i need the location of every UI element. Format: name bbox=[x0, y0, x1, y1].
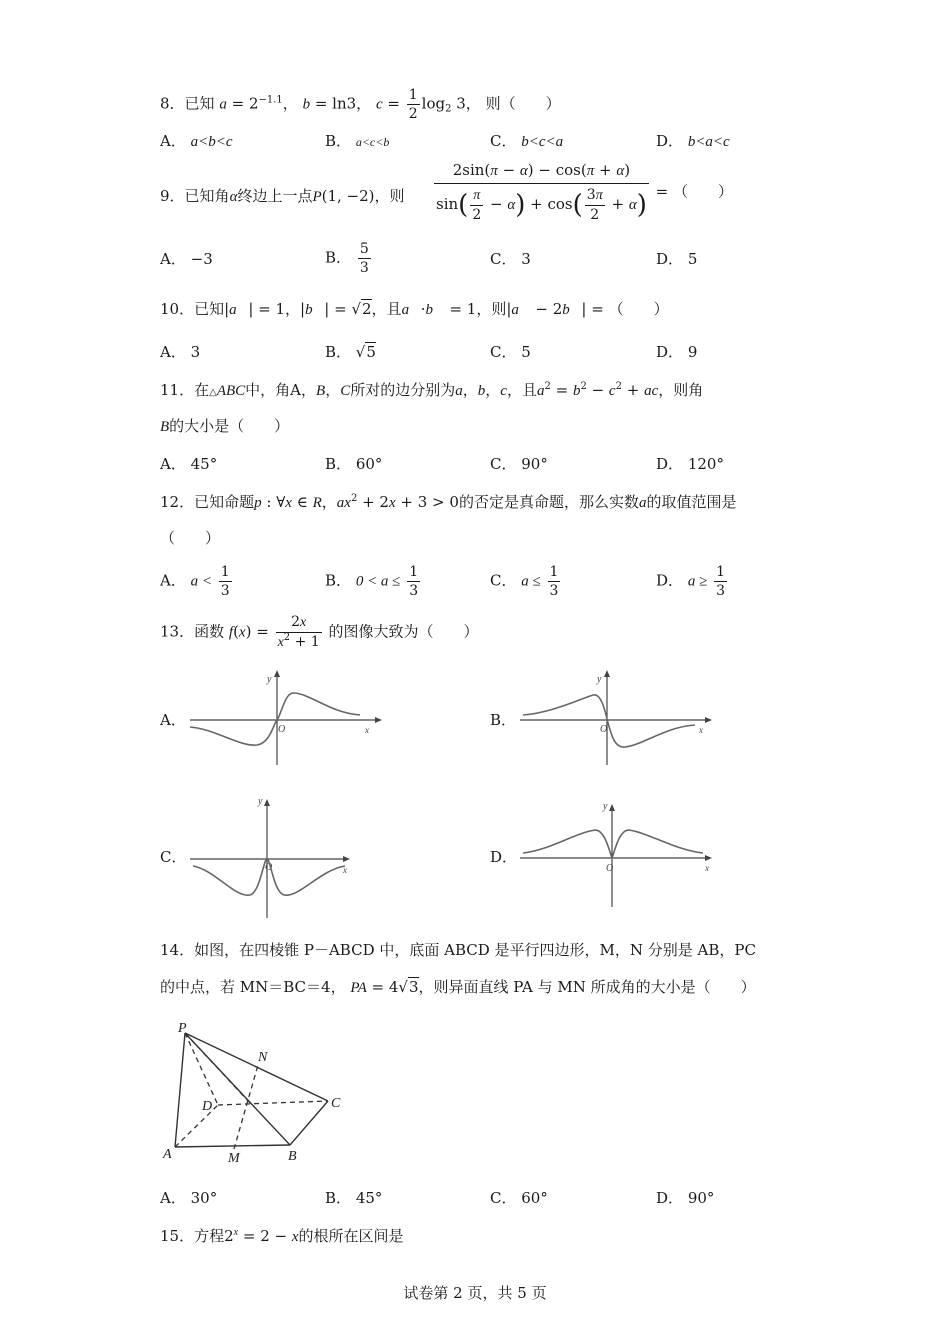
question-14-stem: 14．如图，在四棱锥 P－ABCD 中，底面 ABCD 是平行四边形，M，N 分别是 AB，PC bbox=[160, 941, 756, 959]
q13-graph-c bbox=[185, 790, 360, 920]
q9-expression: 2sin(π − α) − cos(π + α) sin( $\frac{\pi}{2}$ − α) + cos( $\frac{3\pi}{2}$ + α) = （ ） bbox=[436, 161, 733, 223]
q12-option-c[interactable]: C． a ≤ $\frac{1}{3}$ bbox=[490, 564, 559, 599]
q12-option-b[interactable]: B． 0 < a ≤ $\frac{1}{3}$ bbox=[325, 564, 419, 599]
graph-a-x-label: x bbox=[365, 725, 369, 735]
q11-option-d[interactable]: D． 120° bbox=[656, 455, 724, 473]
q9-option-d[interactable]: D． 5 bbox=[656, 250, 698, 268]
vertex-p: P bbox=[178, 1021, 187, 1036]
q13-graph-d bbox=[515, 795, 720, 910]
point-n: N bbox=[258, 1050, 268, 1065]
graph-a-origin: O bbox=[278, 724, 286, 735]
vertex-c: C bbox=[331, 1096, 341, 1111]
vertex-a: A bbox=[163, 1147, 172, 1162]
q14-option-d[interactable]: D． 90° bbox=[656, 1189, 715, 1207]
q14-option-b[interactable]: B． 45° bbox=[325, 1189, 383, 1207]
q8-option-c[interactable]: C． b<c<a bbox=[490, 132, 564, 150]
q13-graph-a bbox=[185, 665, 385, 770]
q14-pyramid-figure bbox=[160, 1015, 360, 1165]
q9-option-b[interactable]: B． $\frac{5}{3}$ bbox=[325, 241, 369, 276]
q8-option-d[interactable]: D． b<a<c bbox=[656, 132, 730, 150]
question-12-stem-line2: （ ） bbox=[160, 529, 221, 547]
q11-option-a[interactable]: A． 45° bbox=[160, 455, 218, 473]
q8-option-b[interactable]: B． a<c<b bbox=[325, 132, 390, 150]
graph-c-origin: O bbox=[265, 862, 273, 873]
q12-option-a[interactable]: A． a < $\frac{1}{3}$ bbox=[160, 564, 230, 599]
vertex-d: D bbox=[202, 1099, 213, 1114]
graph-c-x-label: x bbox=[343, 865, 347, 875]
q13-option-a[interactable]: A． bbox=[160, 711, 186, 729]
vertex-b: B bbox=[288, 1149, 297, 1164]
q14-option-c[interactable]: C． 60° bbox=[490, 1189, 548, 1207]
q13-graph-b bbox=[515, 665, 715, 770]
q10-option-b[interactable]: B． √5 bbox=[325, 343, 376, 361]
graph-c-y-label: y bbox=[258, 796, 263, 807]
q9-option-a[interactable]: A． −3 bbox=[160, 250, 213, 268]
point-m: M bbox=[228, 1151, 240, 1165]
graph-d-origin: O bbox=[606, 863, 614, 874]
question-12-stem: 12．已知命题p : ∀x ∈ R，$ax^2 + 2x + 3 > 0$的否定是真命题，那么实数a的取值范围是 bbox=[160, 493, 737, 511]
question-10-stem: 10．已知|a⃗| = 1，|b⃗| = √2，且a⃗·b⃗ = 1，则|a⃗ − 2b⃗| = （ ） bbox=[160, 300, 669, 318]
q8-option-a[interactable]: A． a<b<c bbox=[160, 132, 233, 150]
q13-option-b[interactable]: B． bbox=[490, 711, 517, 729]
graph-b-origin: O bbox=[600, 724, 608, 735]
question-14-stem-line2: 的中点，若 MN＝BC＝4， PA = 4√3，则异面直线 PA 与 MN 所成角的大小是（ ） bbox=[160, 978, 756, 996]
q13-option-c[interactable]: C． bbox=[160, 848, 187, 866]
q12-option-d[interactable]: D． a ≥ $\frac{1}{3}$ bbox=[656, 564, 725, 599]
q10-option-d[interactable]: D． 9 bbox=[656, 343, 698, 361]
question-11-stem: 11．在△ABC中，角A，B，C所对的边分别为a，b，c，且$a^2 = b^2 - c^2$ + ac，则角 bbox=[160, 381, 704, 399]
page-footer: 试卷第 2 页，共 5 页 bbox=[403, 1284, 547, 1302]
graph-d-y-label: y bbox=[603, 801, 608, 812]
graph-b-x-label: x bbox=[699, 725, 703, 735]
q9-option-c[interactable]: C． 3 bbox=[490, 250, 531, 268]
question-15-stem: 15．方程$2^x = 2 - x$的根所在区间是 bbox=[160, 1227, 404, 1245]
q13-option-d[interactable]: D． bbox=[490, 848, 518, 866]
q11-option-b[interactable]: B． 60° bbox=[325, 455, 383, 473]
q10-option-c[interactable]: C． 5 bbox=[490, 343, 531, 361]
question-11-stem-line2: B的大小是（ ） bbox=[160, 417, 290, 435]
graph-b-y-label: y bbox=[597, 674, 602, 685]
question-8-stem: 8．已知 $a = 2^{-1.1}$， b = ln3， c = $\frac{1}{2}$ $\log_2 3$， 则（ ） bbox=[160, 87, 561, 122]
q10-option-a[interactable]: A． 3 bbox=[160, 343, 201, 361]
question-13-stem: 13．函数 f(x) = $\frac{2x}{x^2 + 1}$ 的图像大致为（ ） bbox=[160, 614, 479, 650]
graph-a-y-label: y bbox=[267, 674, 272, 685]
q14-option-a[interactable]: A． 30° bbox=[160, 1189, 218, 1207]
q11-option-c[interactable]: C． 90° bbox=[490, 455, 548, 473]
question-9-stem: 9．已知角α终边上一点P(1, −2)，则 bbox=[160, 187, 405, 205]
graph-d-x-label: x bbox=[705, 863, 709, 873]
